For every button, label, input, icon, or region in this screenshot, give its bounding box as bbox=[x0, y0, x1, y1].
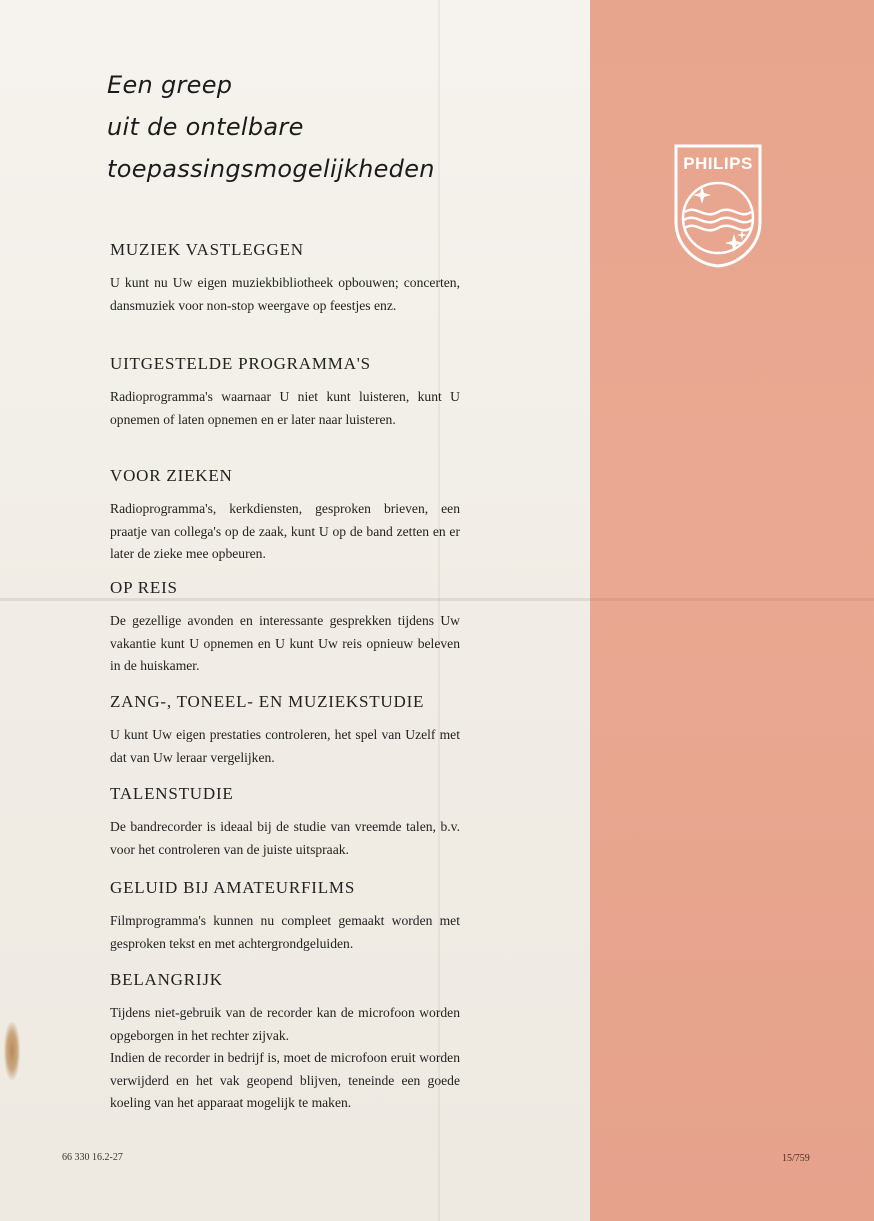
philips-shield-logo bbox=[670, 142, 766, 270]
logo-wordmark: PHILIPS bbox=[683, 154, 753, 173]
wave-2 bbox=[684, 218, 752, 223]
print-code-left: 66 330 16.2-27 bbox=[62, 1152, 123, 1163]
page-title bbox=[107, 64, 547, 190]
section-belangrijk bbox=[110, 970, 460, 1115]
section-heading: ZANG-, TONEEL- EN MUZIEKSTUDIE bbox=[110, 692, 425, 711]
section-heading: GELUID BIJ AMATEURFILMS bbox=[110, 878, 356, 897]
section-heading: BELANGRIJK bbox=[110, 970, 223, 989]
star-icon bbox=[693, 186, 711, 204]
section-body: U kunt nu Uw eigen muziekbibliotheek opbouwen; concerten, dansmuziek voor non-stop weergave op feestjes enz. bbox=[110, 275, 460, 313]
section-talenstudie bbox=[110, 784, 460, 861]
section-heading: VOOR ZIEKEN bbox=[110, 466, 233, 485]
section-muziek-vastleggen bbox=[110, 240, 460, 317]
wave-1 bbox=[685, 210, 751, 215]
section-body: U kunt Uw eigen prestaties controleren, het spel van Uzelf met dat van Uw leraar vergelijken. bbox=[110, 727, 460, 765]
section-muziekstudie bbox=[110, 692, 460, 769]
star-icon bbox=[725, 234, 743, 252]
paper-stain bbox=[4, 1022, 20, 1080]
section-amateurfilms bbox=[110, 878, 460, 955]
section-voor-zieken bbox=[110, 466, 460, 566]
section-heading: UITGESTELDE PROGRAMMA'S bbox=[110, 354, 371, 373]
section-heading: TALENSTUDIE bbox=[110, 784, 234, 803]
section-body: De gezellige avonden en interessante gesprekken tijdens Uw vakantie kunt U opnemen en U kunt Uw reis opnieuw beleven in de huiskamer. bbox=[110, 613, 460, 673]
section-body: Filmprogramma's kunnen nu compleet gemaakt worden met gesproken tekst en met achtergrondgeluiden. bbox=[110, 913, 460, 951]
section-body-2: Indien de recorder in bedrijf is, moet de microfoon eruit worden verwijderd en het vak geopend blijven, teneinde een goede koeling van het apparaat mogelijk te maken. bbox=[110, 1050, 460, 1110]
section-body: Radioprogramma's waarnaar U niet kunt luisteren, kunt U opnemen of laten opnemen en er later naar luisteren. bbox=[110, 389, 460, 427]
section-heading: MUZIEK VASTLEGGEN bbox=[110, 240, 304, 259]
wave-3 bbox=[685, 226, 751, 231]
section-uitgestelde-programmas bbox=[110, 354, 460, 431]
section-heading: OP REIS bbox=[110, 578, 178, 597]
title-line-1: Een greep bbox=[107, 71, 233, 99]
title-line-2: uit de ontelbare bbox=[107, 113, 304, 141]
section-op-reis bbox=[110, 578, 460, 678]
print-code-right: 15/759 bbox=[782, 1153, 810, 1164]
section-body: Tijdens niet-gebruik van de recorder kan de microfoon worden opgeborgen in het rechter zijvak. bbox=[110, 1005, 460, 1043]
title-line-3: toepassingsmogelijkheden bbox=[107, 155, 435, 183]
section-body: De bandrecorder is ideaal bij de studie van vreemde talen, b.v. voor het controleren van de juiste uitspraak. bbox=[110, 819, 460, 857]
section-body: Radioprogramma's, kerkdiensten, gesproken brieven, een praatje van collega's op de zaak, kunt U op de band zetten en er later de zieke mee opbeuren. bbox=[110, 501, 460, 561]
